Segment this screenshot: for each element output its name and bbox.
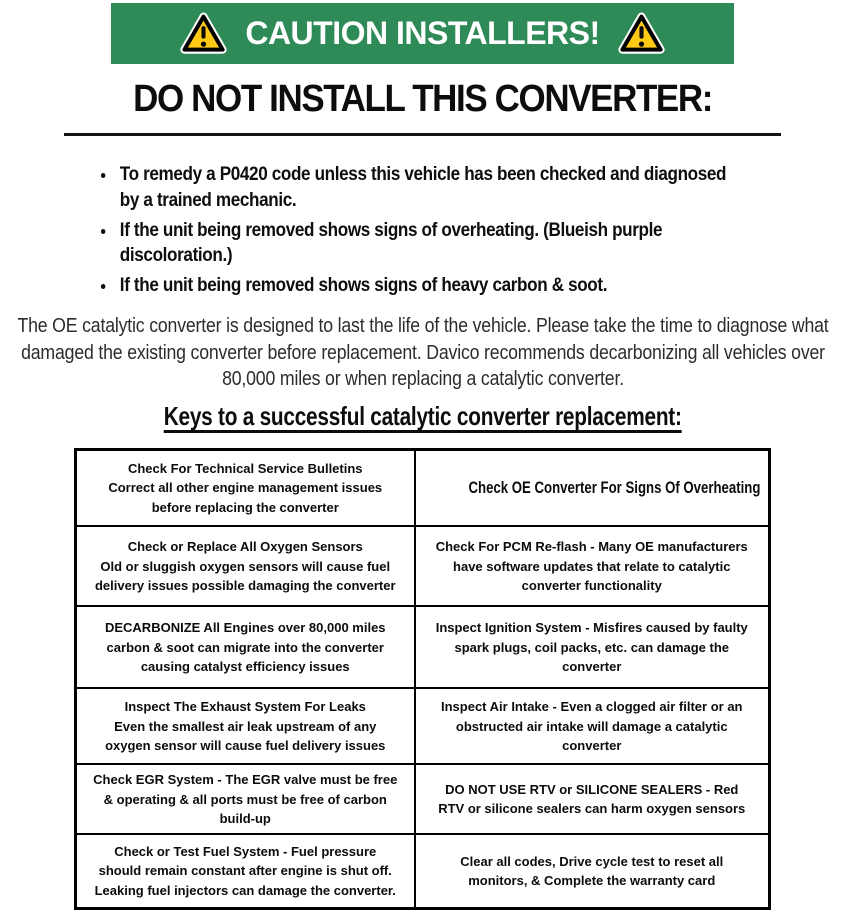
table-row [76, 606, 770, 688]
caution-banner [111, 3, 734, 64]
bullet-item: • If the unit being removed shows signs of heavy carbon & soot. [116, 273, 728, 299]
table-cell [76, 526, 415, 606]
bullet-item: • If the unit being removed shows signs of overheating. (Blueish purple discoloration.) [116, 218, 728, 270]
replacement-keys-table [74, 448, 771, 910]
cell-line: Old or sluggish oxygen sensors will cause fuel delivery issues possible damaging the converter [94, 558, 396, 594]
table-cell [76, 688, 415, 764]
table-row [76, 834, 770, 908]
table-cell [76, 606, 415, 688]
advisory-paragraph: The OE catalytic converter is designed to last the life of the vehicle. Please take the time to diagnose what damaged the existing converter before replacement. Davico recommends decarbonizing all vehicles over 80,000 miles or when replacing a catalytic converter. [17, 315, 829, 391]
cell-line: Inspect Ignition System - Misfires caused by faulty spark plugs, coil packs, etc. can damage the converter [435, 620, 748, 675]
cell-line: Correct all other engine management issues before replacing the converter [108, 480, 383, 515]
cell-line: Even the smallest air leak upstream of any oxygen sensor will cause fuel delivery issues [105, 718, 386, 754]
table-cell [415, 764, 770, 834]
cell-line: DO NOT USE RTV or SILICONE SEALERS - Red RTV or silicone sealers can harm oxygen sensors [438, 781, 746, 817]
cell-line: Check OE Converter For Signs Of Overheating [467, 478, 760, 497]
cell-line: Inspect Air Intake - Even a clogged air filter or an obstructed air intake will damage a catalytic converter [441, 699, 743, 754]
cell-line: Check or Test Fuel System - Fuel pressure should remain constant after engine is shut off. Leaking fuel injectors can damage the converter. [94, 843, 396, 898]
keys-heading-text: Keys to a successful catalytic converter replacement: [163, 400, 682, 431]
banner-title: CAUTION INSTALLERS! [245, 15, 600, 51]
cell-line: Clear all codes, Drive cycle test to reset all monitors, & Complete the warranty card [460, 853, 724, 889]
warning-triangle-icon [180, 12, 227, 55]
keys-heading [0, 400, 845, 431]
cell-line: Check EGR System - The EGR valve must be free & operating & all ports must be free of carbon build-up [93, 772, 398, 827]
table-cell [415, 606, 770, 688]
warning-bullet-list [100, 162, 728, 299]
do-not-install-heading [0, 80, 845, 118]
cell-line: Inspect The Exhaust System For Leaks [124, 699, 366, 715]
table-row [76, 526, 770, 606]
table-cell [415, 834, 770, 908]
table-row [76, 764, 770, 834]
table-cell [415, 449, 770, 526]
table-cell [415, 688, 770, 764]
table-cell [76, 449, 415, 526]
table-cell [415, 526, 770, 606]
cell-line: DECARBONIZE All Engines over 80,000 miles carbon & soot can migrate into the converter causing catalyst efficiency issues [104, 620, 386, 675]
cell-line: Check or Replace All Oxygen Sensors [127, 539, 363, 555]
bullet-item: • To remedy a P0420 code unless this vehicle has been checked and diagnosed by a trained mechanic. [116, 162, 728, 214]
cell-line: Check For PCM Re-flash - Many OE manufacturers have software updates that relate to catalytic converter functionality [435, 539, 748, 594]
warning-triangle-icon [618, 12, 665, 55]
table-row [76, 449, 770, 526]
table-row [76, 688, 770, 764]
divider-line [64, 133, 781, 136]
do-not-install-heading-text: DO NOT INSTALL THIS CONVERTER: [133, 78, 712, 120]
table-cell [76, 834, 415, 908]
cell-line: Check For Technical Service Bulletins [127, 460, 363, 476]
table-cell [76, 764, 415, 834]
